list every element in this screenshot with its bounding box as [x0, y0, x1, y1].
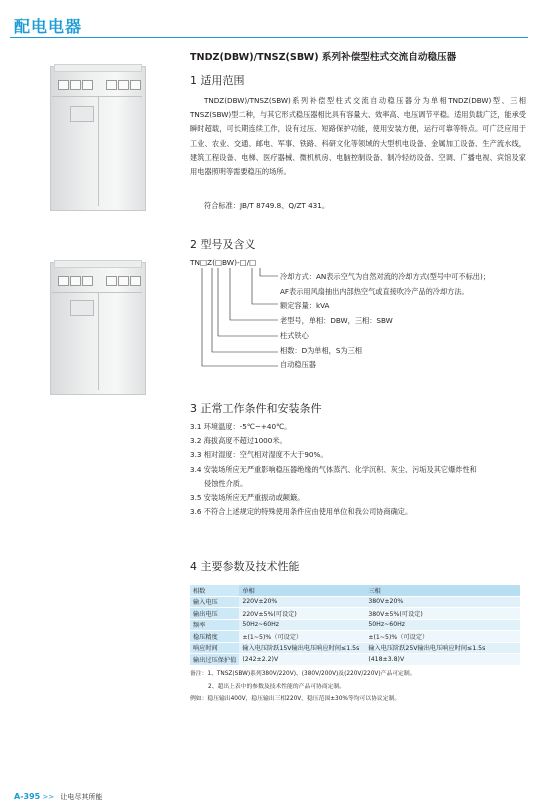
model-label-cooling: 冷却方式：AN表示空气为自然对流的冷却方式(型号中可不标出)；	[280, 272, 490, 281]
table-row	[190, 608, 520, 620]
parameters-table	[190, 585, 520, 666]
table-cell: 50Hz~60Hz	[239, 619, 365, 631]
table-cell: ±(1~5)%（可设定）	[239, 631, 365, 643]
door-seam	[98, 96, 99, 206]
meter-icon	[82, 276, 93, 286]
table-cell: 220V±20%	[239, 596, 365, 608]
section-heading-parameters: 4 主要参数及技术性能	[190, 560, 300, 573]
table-cell: 频率	[190, 619, 239, 631]
connector-line	[260, 268, 278, 276]
header-divider	[10, 37, 528, 38]
condition-item: 3.6 不符合上述规定的特殊使用条件应由使用单位和我公司协商确定。	[190, 507, 413, 517]
panel-seam	[52, 292, 142, 293]
section-heading-model: 2 型号及含义	[190, 238, 256, 251]
page-footer	[14, 792, 102, 802]
page-category: 配电电器	[14, 17, 83, 36]
connector-line	[218, 268, 278, 336]
cabinet-top	[54, 64, 142, 72]
table-row	[190, 619, 520, 631]
table-cell: 稳压精度	[190, 631, 239, 643]
product-image-2	[50, 262, 146, 395]
table-header-cell: 相数	[190, 585, 239, 596]
condition-item: 3.4 安装场所应无严重影响稳压器绝缘的气体蒸汽、化学沉积、灰尘、污垢及其它爆炸性和	[190, 464, 477, 474]
table-header-cell: 三相	[365, 585, 520, 596]
nameplate	[70, 106, 94, 122]
condition-item: 侵蚀性介质。	[204, 478, 248, 488]
standards-line: 符合标准：JB/T 8749.8、Q/ZT 431。	[204, 201, 330, 210]
model-code: TN□Z(□BW)-□/□	[190, 258, 257, 267]
table-cell: ±(1~5)%（可设定）	[365, 631, 520, 643]
table-cell: 输入电压阶跃15V输出电压响应时间≤1.5s	[239, 642, 365, 654]
table-row	[190, 631, 520, 643]
table-row	[190, 654, 520, 666]
meter-icon	[130, 276, 141, 286]
meter-icon	[70, 80, 81, 90]
meter-icon	[58, 80, 69, 90]
condition-item: 3.3 相对湿度：空气相对湿度不大于90%。	[190, 450, 328, 460]
section-heading-conditions: 3 正常工作条件和安装条件	[190, 402, 322, 415]
meter-icon	[118, 80, 129, 90]
note-line: 例如：稳压输出400V，稳压输出三相220V，稳压范围±30%等均可以协议定制。	[190, 696, 401, 702]
model-label-core: 柱式铁心	[280, 331, 309, 340]
connector-line	[202, 268, 278, 366]
model-label-cooling-af: AF表示用风扇抽出内部热空气或直接吹冷产品的冷却方法。	[280, 287, 469, 296]
nameplate	[70, 300, 94, 316]
table-cell: 输入电压	[190, 596, 239, 608]
table-row	[190, 642, 520, 654]
table-notes	[190, 668, 530, 706]
meter-icon	[70, 276, 81, 286]
conditions-list	[190, 420, 530, 519]
meter-icon	[130, 80, 141, 90]
footer-arrows: >>	[42, 793, 55, 801]
table-cell: 50Hz~60Hz	[365, 619, 520, 631]
table-header-cell: 单相	[239, 585, 365, 596]
table-cell: (242±2.2)V	[239, 654, 365, 666]
meter-icon	[106, 276, 117, 286]
model-label-regulator: 自动稳压器	[280, 360, 316, 369]
table-cell: 输出电压	[190, 608, 239, 620]
condition-item: 3.5 安装场所应无严重振动或颠簸。	[190, 493, 305, 503]
meter-icon	[106, 80, 117, 90]
table-row	[190, 596, 520, 608]
section-heading-scope: 1 适用范围	[190, 74, 245, 87]
table-cell: 380V±20%	[365, 596, 520, 608]
table-cell: 380V±5%(可设定)	[365, 608, 520, 620]
table-cell: 响应时间	[190, 642, 239, 654]
table-cell: 输出过压保护值	[190, 654, 239, 666]
door-seam	[98, 292, 99, 390]
table-header-row	[190, 585, 520, 596]
meter-icon	[82, 80, 93, 90]
page-number: A-395	[14, 792, 41, 801]
table-cell: (418±3.8)V	[365, 654, 520, 666]
panel-seam	[52, 96, 142, 97]
model-label-old-model: 老型号，单相：DBW，三相：SBW	[280, 316, 393, 325]
scope-paragraph: TNDZ(DBW)/TNSZ(SBW)系列补偿型柱式交流自动稳压器分为单相TNDZ(DBW)型、三相TNSZ(SBW)型二种，与其它形式稳压器相比具有容量大、效率高、电压调节平稳。适用负载广泛，能承受瞬时超载，可长期连续工作，设有过压、短路保护功能，使用安装方便，运行可靠等特点。可广泛应用于工业、农业、交通、邮电、军事、铁路、科研文化等领域的大型机电设备、金属加工设备、生产流水线，建筑工程设备、电梯、医疗器械、微机机房、电脑控制设备、制冷轻纺设备、空调、广播电视、宾馆及家用电器照明等需要稳压的场所。	[190, 96, 526, 177]
page-title: TNDZ(DBW)/TNSZ(SBW) 系列补偿型柱式交流自动稳压器	[190, 52, 457, 63]
condition-item: 3.2 海拔高度不超过1000米。	[190, 436, 287, 446]
note-line: 备注：1、TNSZ(SBW)系列380V/220V)、(380V/200V)及(220V/220V)产品可定制。	[190, 671, 416, 677]
cabinet-top	[54, 260, 142, 268]
note-line: 2、超出上表中的参数及技术性能的产品可协商定制。	[208, 683, 346, 690]
meter-icon	[118, 276, 129, 286]
connector-line	[252, 268, 278, 304]
footer-slogan: 让电尽其所能	[60, 793, 103, 801]
connector-line	[212, 268, 278, 352]
product-image-1	[50, 66, 146, 211]
model-label-capacity: 额定容量：kVA	[280, 301, 330, 310]
meter-icon	[58, 276, 69, 286]
condition-item: 3.1 环境温度：-5℃~+40℃。	[190, 422, 292, 431]
table-cell: 220V±5%(可设定)	[239, 608, 365, 620]
model-label-phase: 相数：D为单相，S为三相	[280, 346, 362, 355]
table-cell: 输入电压阶跃25V输出电压响应时间≤1.5s	[365, 642, 520, 654]
